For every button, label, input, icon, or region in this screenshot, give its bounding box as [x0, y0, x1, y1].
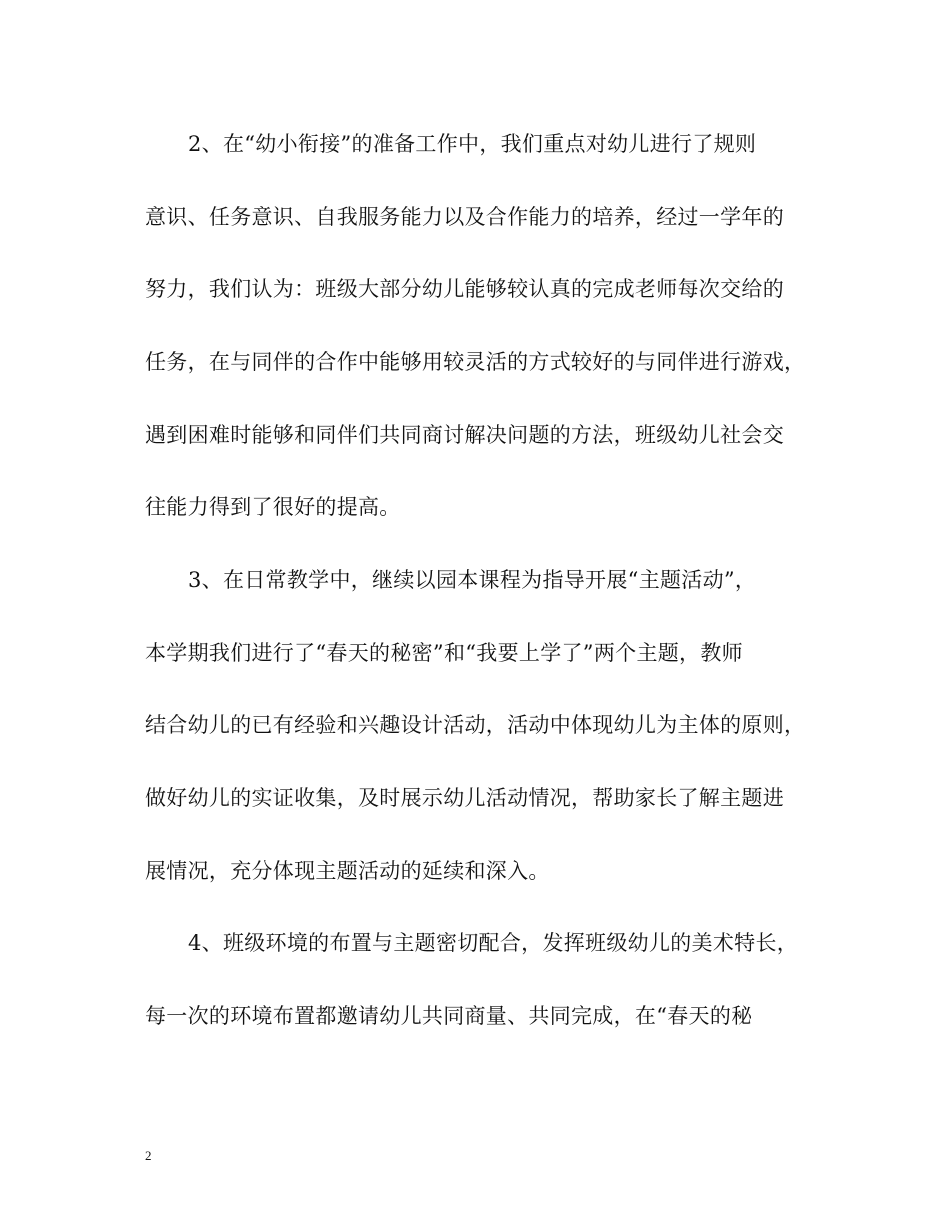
- paragraph-2-line-1: 2、在“幼小衔接”的准备工作中，我们重点对幼儿进行了规则: [188, 132, 757, 156]
- page-number: 2: [145, 1148, 152, 1163]
- paragraph-3-line-3: 结合幼儿的已有经验和兴趣设计活动，活动中体现幼儿为主体的原则，: [145, 713, 806, 737]
- paragraph-3-line-4: 做好幼儿的实证收集，及时展示幼儿活动情况，帮助家长了解主题进: [145, 786, 784, 810]
- paragraph-3-line-5: 展情况，充分体现主题活动的延续和深入。: [145, 859, 550, 883]
- paragraph-2-line-5: 遇到困难时能够和同伴们共同商讨解决问题的方法，班级幼儿社会交: [145, 423, 784, 447]
- paragraph-2-line-3: 努力，我们认为：班级大部分幼儿能够较认真的完成老师每次交给的: [145, 277, 784, 301]
- paragraph-2-line-4: 任务，在与同伴的合作中能够用较灵活的方式较好的与同伴进行游戏，: [145, 350, 806, 374]
- paragraph-2-line-6: 往能力得到了很好的提高。: [145, 495, 401, 519]
- paragraph-3-line-2: 本学期我们进行了“春天的秘密”和“我要上学了”两个主题，教师: [145, 641, 743, 665]
- paragraph-2-line-2: 意识、任务意识、自我服务能力以及合作能力的培养，经过一学年的: [145, 205, 784, 229]
- paragraph-4-line-2: 每一次的环境布置都邀请幼儿共同商量、共同完成，在“春天的秘: [145, 1004, 753, 1028]
- paragraph-4-line-1: 4、班级环境的布置与主题密切配合，发挥班级幼儿的美术特长，: [188, 931, 799, 955]
- paragraph-3-line-1: 3、在日常教学中，继续以园本课程为指导开展“主题活动”，: [188, 568, 757, 592]
